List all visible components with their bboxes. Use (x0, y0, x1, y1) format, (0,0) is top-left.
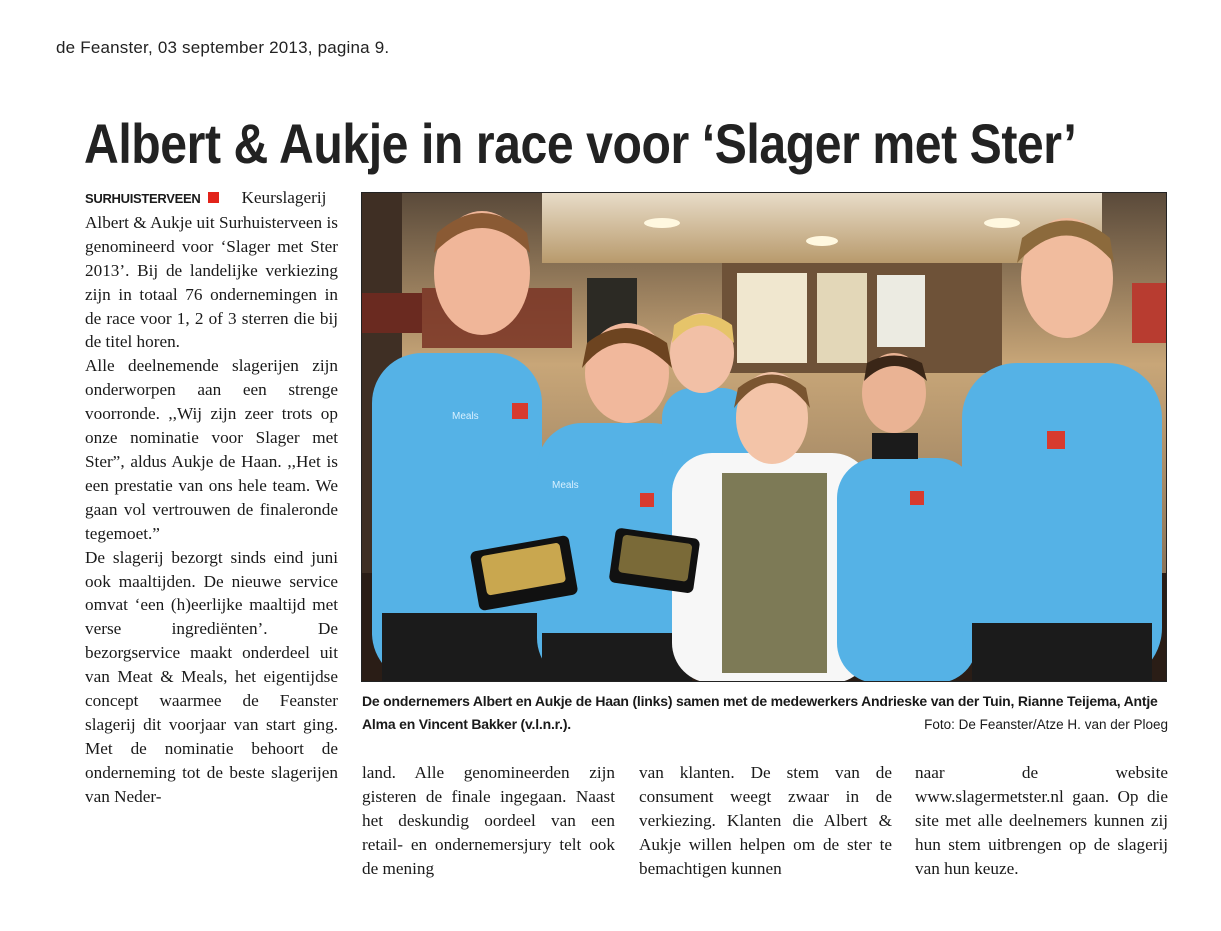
dateline: SURHUISTERVEEN (85, 191, 201, 206)
intro-text: Keurslagerij Albert & Aukje uit Surhuisterveen is genomineerd voor ‘Slager met Ster 2013’. Bij de landelijke verkiezing zijn in totaal 76 ondernemingen in de race voor 1, 2 of 3 sterren die bij de titel horen. (85, 188, 338, 352)
article-paragraph-3: De slagerij bezorgt sinds eind juni ook maaltijden. De nieuwe service omvat ‘een (h)eerlijke maaltijd met verse ingrediënten’. De bezorgservice maakt onderdeel uit van Meat & Meals, het eigentijdse concept waarmee de Feanster slagerij dit voorjaar van start ging. Met de nominatie behoort de onderneming tot de beste slagerijen van Neder- (85, 547, 338, 806)
svg-text:Meals: Meals (452, 411, 479, 422)
red-square-marker (208, 192, 219, 203)
source-line: de Feanster, 03 september 2013, pagina 9. (56, 38, 390, 57)
article-column-3 (639, 761, 892, 881)
article-intro (85, 186, 338, 354)
article-column-4 (915, 761, 1168, 881)
team-photo (361, 192, 1167, 682)
column-4-text: naar de website www.slagermetster.nl gaan. Op die site met alle deelnemers kunnen zij hun stem uitbrengen op de slagerij van hun keuze. (915, 763, 1168, 878)
column-3-text: van klanten. De stem van de consument weegt zwaar in de verkiezing. Klanten die Albert & Aukje willen helpen om de ster te bemachtigen kunnen (639, 763, 892, 878)
svg-text:Meals: Meals (552, 480, 579, 491)
article-column-2 (362, 761, 615, 881)
article-paragraph-2: Alle deelnemende slagerijen zijn onderworpen aan een strenge voorronde. ,,Wij zijn zeer trots op onze nominatie voor Slager met Ster”, aldus Aukje de Haan. ,,Het is een prestatie van ons hele team. We gaan vol vertrouwen de finaleronde tegemoet.” (85, 356, 338, 543)
photo-caption: De ondernemers Albert en Aukje de Haan (links) samen met de medewerkers Andrieske van der Tuin, Rianne Teijema, Antje Alma en Vincent Bakker (v.l.n.r.). (362, 693, 1158, 732)
column-2-text: land. Alle genomineerden zijn gisteren de finale ingegaan. Naast het deskundig oordeel van een retail- en ondernemersjury telt ook de mening (362, 763, 615, 878)
article-column-1 (85, 186, 338, 809)
headline: Albert & Aukje in race voor ‘Slager met Ster’ (84, 112, 1077, 175)
photo-credit: Foto: De Feanster/Atze H. van der Ploeg (924, 717, 1168, 732)
